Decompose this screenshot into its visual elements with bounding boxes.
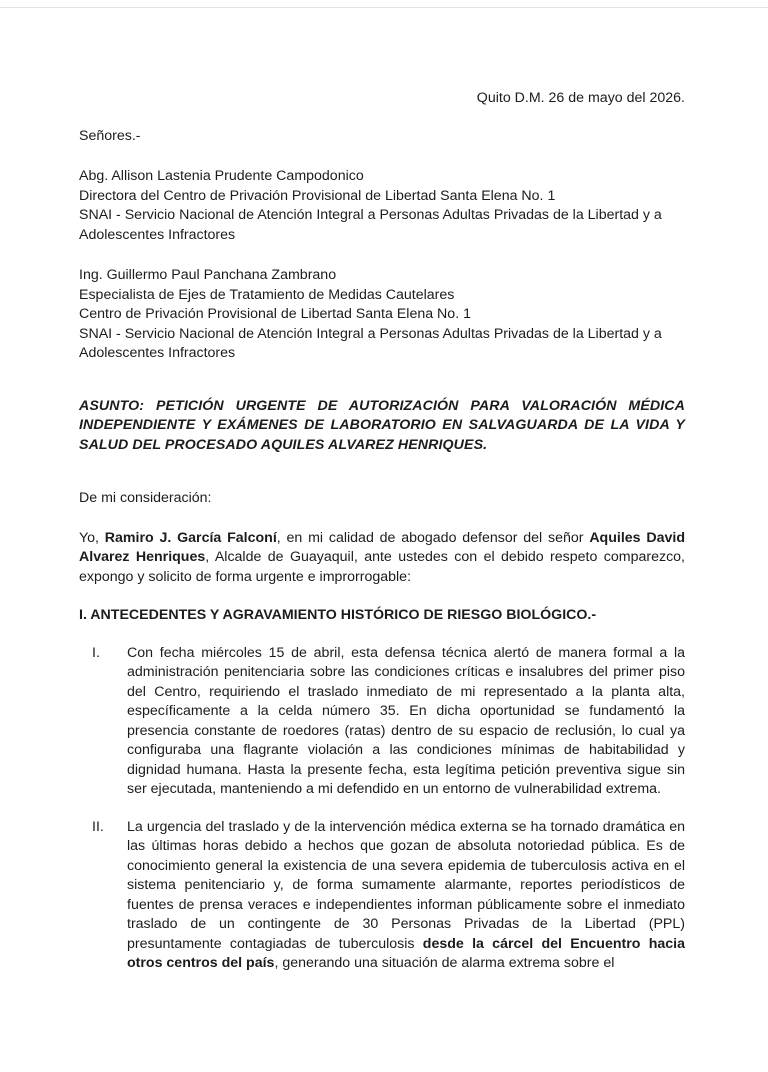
top-border: [0, 7, 768, 8]
author-name: Ramiro J. García Falconí: [104, 529, 277, 546]
recipient-2-name: Ing. Guillermo Paul Panchana Zambrano: [79, 267, 337, 283]
background-list: [79, 644, 685, 974]
list-item: [79, 818, 685, 974]
letter-date: Quito D.M. 26 de mayo del 2026.: [476, 90, 685, 106]
intro-part-1: Yo,: [79, 529, 105, 546]
letter-page: [79, 89, 685, 974]
recipient-2-center: Centro de Privación Provisional de Libertad Santa Elena No. 1: [79, 306, 471, 322]
list-item-text-bold: desde la cárcel del Encuentro hacia otros centros del país: [127, 935, 685, 971]
greeting: De mi consideración:: [79, 490, 212, 506]
recipient-1-org: SNAI - Servicio Nacional de Atención Integral a Personas Adultas Privadas de la Libertad y a Adolescentes Infractores: [79, 207, 662, 243]
recipient-2-title: Especialista de Ejes de Tratamiento de Medidas Cautelares: [79, 286, 455, 303]
list-item-text-part-a: La urgencia del traslado y de la intervención médica externa se ha tornado dramática en las últimas horas debido a hechos que gozan de absoluta notoriedad pública. Es de conocimiento general la existencia de una severa epidemia de tuberculosis activa en el sistema penitenciario y, de forma sumamente alarmante, reportes periodísticos de fuentes de prensa veraces e independientes informan públicamente sobre el inmediato traslado de un contingente de 30 Personas Privadas de la Libertad (PPL) presuntamente contagiadas de tuberculosis: [127, 818, 685, 952]
salutation: Señores.-: [79, 127, 141, 144]
recipient-1-title: Directora del Centro de Privación Provisional de Libertad Santa Elena No. 1: [79, 187, 556, 204]
recipient-2-org: SNAI - Servicio Nacional de Atención Integral a Personas Adultas Privadas de la Libertad y a Adolescentes Infractores: [79, 325, 662, 361]
intro-paragraph: [79, 529, 685, 588]
list-item-text: Con fecha miércoles 15 de abril, esta defensa técnica alertó de manera formal a la administración penitenciaria sobre las condiciones críticas e insalubres del primer piso del Centro, requiriendo el traslado inmediato de mi representado a la planta alta, específicamente a la celda número 35. En dicha oportunidad se fundamentó la presencia constante de roedores (ratas) dentro de su espacio de reclusión, lo cual ya configuraba una flagrante violación a las condiciones mínimas de habitabilidad y dignidad humana. Hasta la presente fecha, esta legítima petición preventiva sigue sin ser ejecutada, manteniendo a mi defendido en un entorno de vulnerabilidad extrema.: [127, 644, 685, 797]
intro-part-3: , Alcalde de Guayaquil, ante ustedes con el debido respeto comparezco, expongo y solicito de forma urgente e improrrogable:: [79, 549, 685, 585]
list-item-text: [127, 818, 685, 974]
client-name: Aquiles David Alvarez Henriques: [79, 529, 685, 565]
list-item-number: II.: [92, 818, 104, 835]
recipient-1-name: Abg. Allison Lastenia Prudente Campodonico: [79, 168, 364, 184]
intro-part-2: , en mi calidad de abogado defensor del señor: [276, 529, 590, 546]
recipient-block-2: [79, 266, 685, 364]
recipient-block-1: [79, 167, 685, 245]
list-item-number: I.: [92, 644, 100, 661]
section-heading: I. ANTECEDENTES Y AGRAVAMIENTO HISTÓRICO DE RIESGO BIOLÓGICO.-: [79, 607, 597, 623]
list-item-text-part-b: , generando una situación de alarma extrema sobre el: [274, 955, 615, 971]
list-item: [79, 644, 685, 800]
subject-line: ASUNTO: PETICIÓN URGENTE DE AUTORIZACIÓN PARA VALORACIÓN MÉDICA INDEPENDIENTE Y EXÁMENES DE LABORATORIO EN SALVAGUARDA DE LA VIDA Y SALUD DEL PROCESADO AQUILES ALVAREZ HENRIQUES.: [79, 397, 685, 453]
